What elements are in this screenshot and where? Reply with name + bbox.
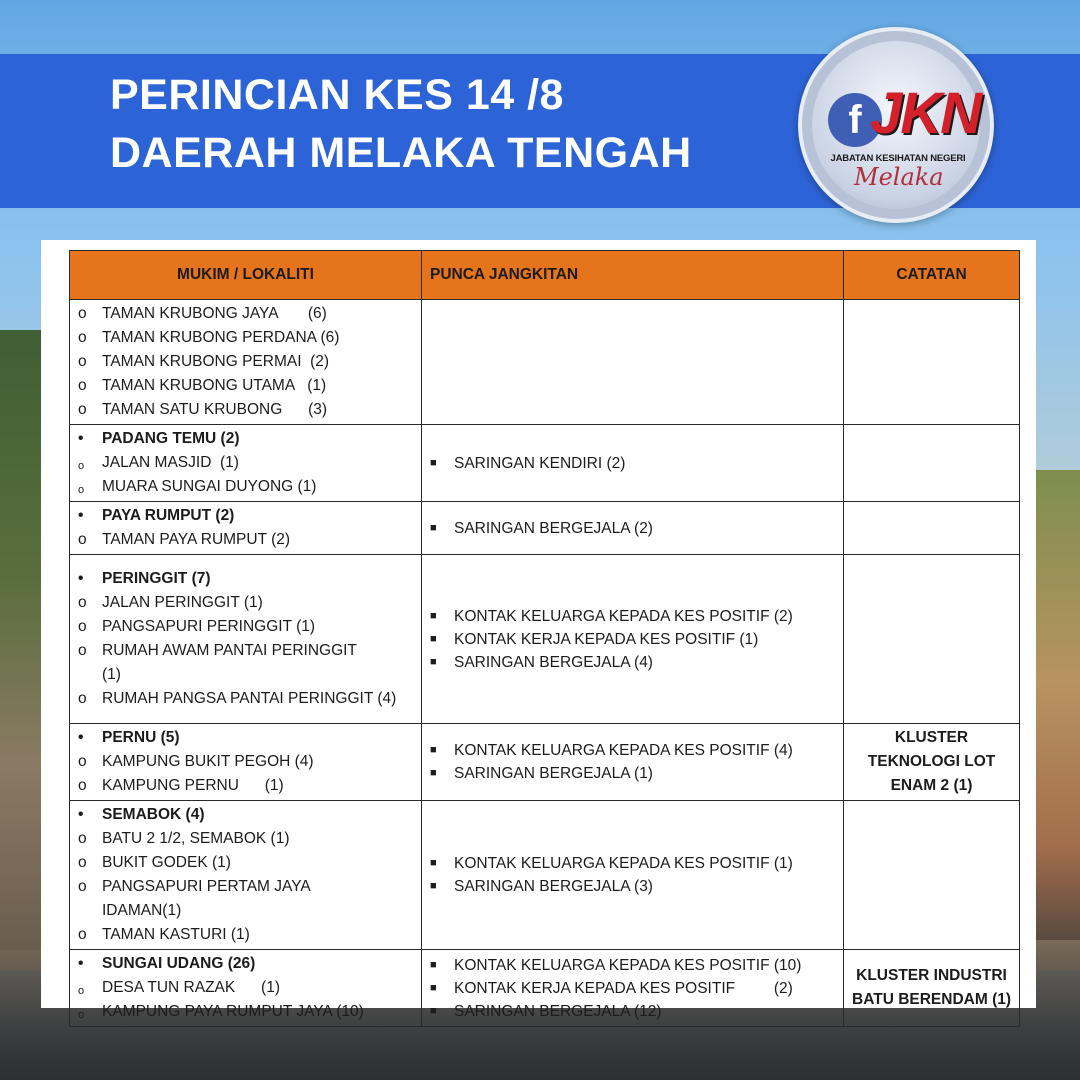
circle-bullet-icon: o [78,305,87,322]
locality-item: DESA TUN RAZAK (1) [102,979,281,996]
cause-item: SARINGAN KENDIRI (2) [454,454,626,472]
locality-cell [70,502,422,555]
bullet-icon: • [78,729,84,746]
circle-bullet-icon: o [78,329,87,346]
logo-script-melaka: Melaka [854,163,944,191]
page-title [110,66,692,182]
square-bullet-icon: ■ [430,958,437,971]
circle-bullet-icon: o [78,1009,85,1021]
note-cell [844,724,1020,801]
cluster-note: KLUSTER INDUSTRI BATU BERENDAM (1) [852,967,1012,1008]
locality-cell [70,425,422,502]
logo-jkn-text: JKN [870,81,981,146]
circle-bullet-icon: o [78,460,85,472]
square-bullet-icon: ■ [430,744,437,756]
cause-item: KONTAK KELUARGA KEPADA KES POSITIF (10) [454,956,802,974]
locality-cell [70,950,422,1027]
locality-item: MUARA SUNGAI DUYONG (1) [102,478,317,495]
locality-item: JALAN PERINGGIT (1) [102,594,263,611]
mukim-heading: SEMABOK (4) [102,806,205,823]
locality-item: TAMAN KRUBONG JAYA (6) [102,305,327,322]
note-cell [844,300,1020,425]
mukim-heading: PAYA RUMPUT (2) [102,507,235,524]
table-row [70,425,1020,502]
locality-cell [70,801,422,950]
bullet-icon: • [78,430,84,447]
locality-item: KAMPUNG PAYA RUMPUT JAYA (10) [102,1003,364,1020]
circle-bullet-icon: o [78,777,87,794]
locality-cell [70,555,422,724]
table-row [70,300,1020,425]
cause-item: SARINGAN BERGEJALA (3) [454,878,653,895]
cause-cell [422,801,844,950]
locality-item: KAMPUNG PERNU (1) [102,777,284,794]
mukim-heading: PERINGGIT (7) [102,570,211,587]
square-bullet-icon: ■ [430,857,437,869]
mukim-heading: PADANG TEMU (2) [102,430,240,447]
locality-item: TAMAN KRUBONG PERDANA (6) [102,329,340,346]
circle-bullet-icon: o [78,642,87,659]
circle-bullet-icon: o [78,854,87,871]
cause-cell [422,300,844,425]
locality-item: JALAN MASJID (1) [102,454,239,471]
cause-item: SARINGAN BERGEJALA (1) [454,765,653,782]
facebook-icon: f [828,93,882,147]
cause-item: KONTAK KELUARGA KEPADA KES POSITIF (2) [454,607,793,625]
locality-item: BUKIT GODEK (1) [102,854,231,871]
cause-cell [422,724,844,801]
locality-item: BATU 2 1/2, SEMABOK (1) [102,830,290,847]
square-bullet-icon: ■ [430,456,437,469]
locality-item: PANGSAPURI PERTAM JAYA IDAMAN(1) [102,878,310,919]
cause-cell [422,502,844,555]
locality-item: KAMPUNG BUKIT PEGOH (4) [102,753,314,770]
square-bullet-icon: ■ [430,880,437,892]
header-catatan: CATATAN [844,251,1020,300]
locality-cell [70,300,422,425]
cause-cell [422,555,844,724]
square-bullet-icon: ■ [430,521,437,534]
square-bullet-icon: ■ [430,609,437,622]
note-cell [844,502,1020,555]
header-punca-jangkitan: PUNCA JANGKITAN [422,251,844,300]
circle-bullet-icon: o [78,753,87,770]
header-mukim-lokaliti: MUKIM / LOKALITI [70,251,422,300]
circle-bullet-icon: o [78,926,87,943]
note-cell [844,950,1020,1027]
table-card [41,240,1036,1021]
table-row [70,801,1020,950]
table-row [70,724,1020,801]
table-row [70,502,1020,555]
mukim-heading: SUNGAI UDANG (26) [102,955,256,972]
note-cell [844,801,1020,950]
circle-bullet-icon: o [78,401,87,418]
bullet-icon: • [78,507,84,524]
circle-bullet-icon: o [78,618,87,635]
bullet-icon: • [78,806,84,823]
circle-bullet-icon: o [78,985,85,997]
jkn-melaka-logo [798,27,994,223]
title-line-2: DAERAH MELAKA TENGAH [110,129,692,177]
locality-item: RUMAH PANGSA PANTAI PERINGGIT (4) [102,690,397,707]
title-line-1: PERINCIAN KES 14 /8 [110,71,564,119]
case-detail-table [69,250,1020,1027]
locality-item: TAMAN KASTURI (1) [102,926,250,943]
cause-cell [422,425,844,502]
square-bullet-icon: ■ [430,1004,437,1017]
square-bullet-icon: ■ [430,767,437,779]
table-row [70,950,1020,1027]
cause-item: SARINGAN BERGEJALA (4) [454,653,653,671]
locality-item: PANGSAPURI PERINGGIT (1) [102,618,316,635]
cause-item: KONTAK KELUARGA KEPADA KES POSITIF (1) [454,855,793,872]
square-bullet-icon: ■ [430,981,437,994]
square-bullet-icon: ■ [430,655,437,668]
circle-bullet-icon: o [78,830,87,847]
locality-item: TAMAN PAYA RUMPUT (2) [102,531,291,548]
circle-bullet-icon: o [78,878,87,895]
table-header-row [70,251,1020,300]
locality-item: TAMAN SATU KRUBONG (3) [102,401,328,418]
locality-item: TAMAN KRUBONG UTAMA (1) [102,377,327,394]
table-row [70,555,1020,724]
mukim-heading: PERNU (5) [102,729,180,746]
locality-cell [70,724,422,801]
cause-item: KONTAK KELUARGA KEPADA KES POSITIF (4) [454,742,793,759]
cause-item: SARINGAN BERGEJALA (12) [454,1002,662,1020]
circle-bullet-icon: o [78,353,87,370]
circle-bullet-icon: o [78,594,87,611]
note-cell [844,425,1020,502]
locality-item: TAMAN KRUBONG PERMAI (2) [102,353,330,370]
cause-item: SARINGAN BERGEJALA (2) [454,519,653,537]
cause-item: KONTAK KERJA KEPADA KES POSITIF (1) [454,630,759,648]
cluster-note: KLUSTER TEKNOLOGI LOT ENAM 2 (1) [867,729,996,794]
circle-bullet-icon: o [78,377,87,394]
logo-subtitle: JABATAN KESIHATAN NEGERI [830,153,966,164]
bullet-icon: • [78,570,84,587]
cause-cell [422,950,844,1027]
circle-bullet-icon: o [78,484,85,496]
square-bullet-icon: ■ [430,632,437,645]
bullet-icon: • [78,955,84,972]
locality-item: RUMAH AWAM PANTAI PERINGGIT (1) [102,642,357,683]
cause-item: KONTAK KERJA KEPADA KES POSITIF (2) [454,979,793,997]
note-cell [844,555,1020,724]
circle-bullet-icon: o [78,531,87,548]
circle-bullet-icon: o [78,690,87,707]
